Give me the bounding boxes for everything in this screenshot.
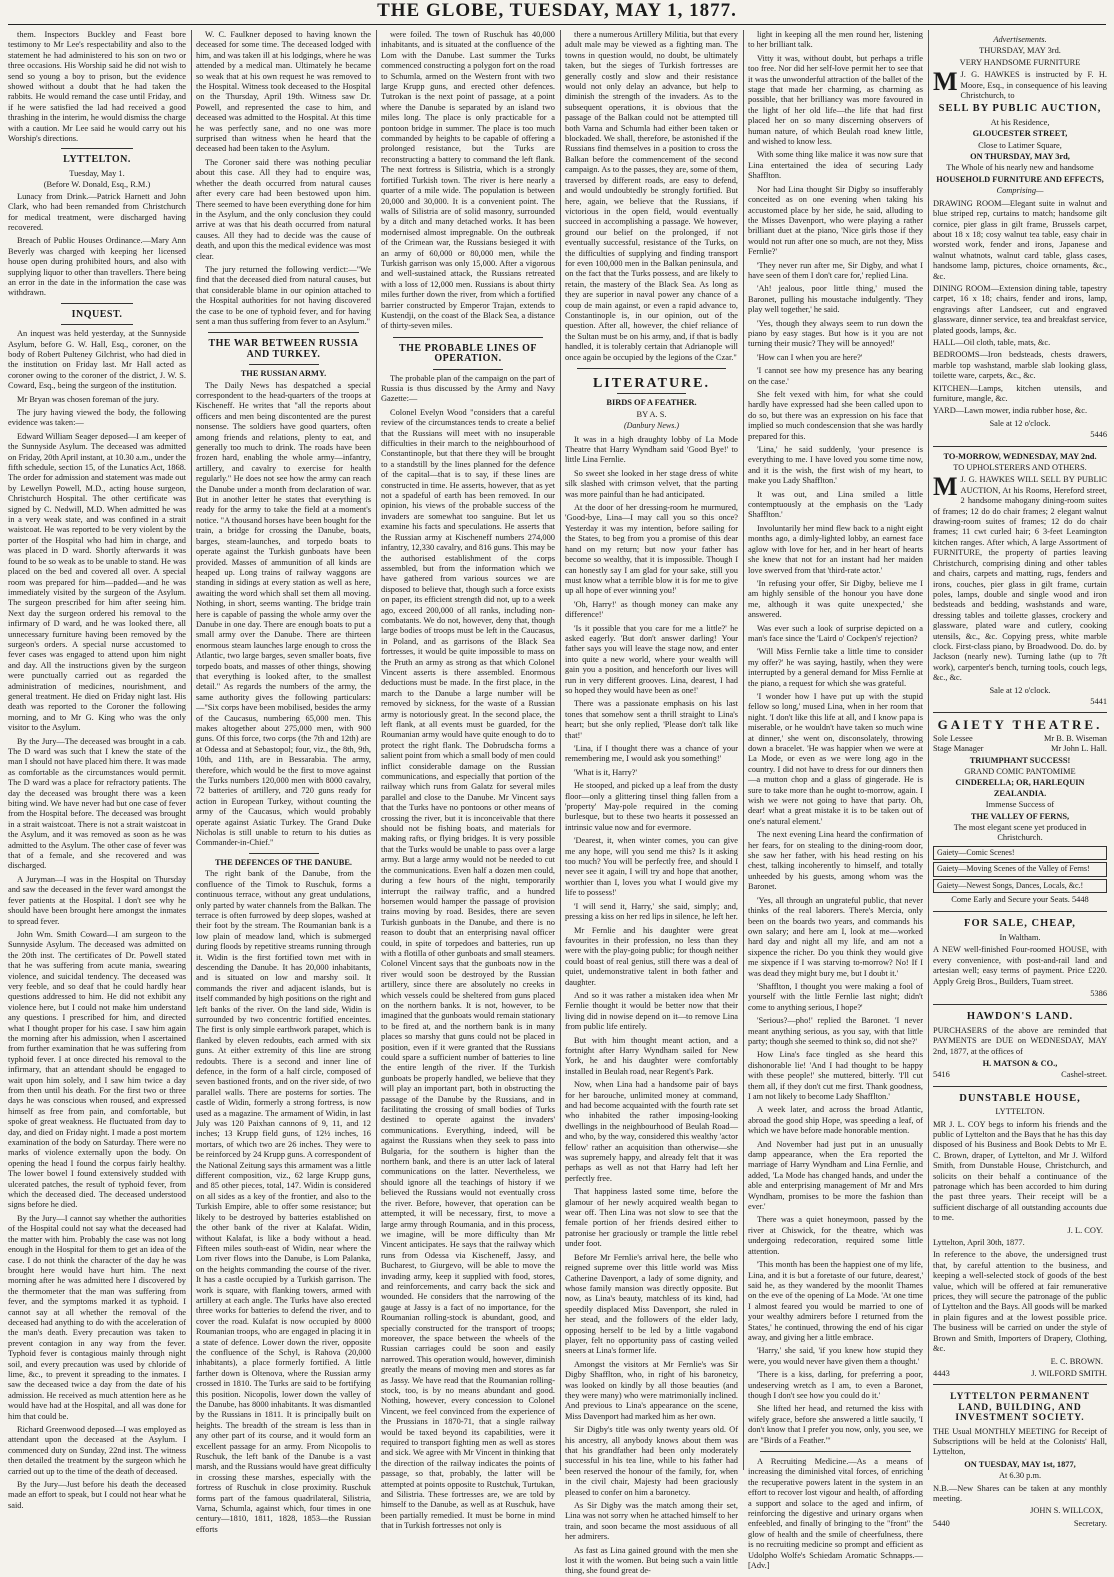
- story-text: 'Yes, though they always seem to run down the piano by easy stages. But how is it you are not turning their music? They will be annoyed!': [748, 318, 923, 349]
- masthead: THE GLOBE, TUESDAY, MAY 1, 1877.: [377, 0, 737, 21]
- ad-text: Lyttelton, April 30th, 1877.: [933, 1238, 1025, 1248]
- story-text: It was out, and Lina smiled a little contemptuously at the emphasis on the 'Lady Shafflton.': [748, 489, 923, 520]
- ad-signature: J. L. COY.: [1067, 1225, 1103, 1235]
- ad-text: DINING ROOM—Extension dining table, tapestry carpet, 16 x 18; chairs, fender and irons, lamp, engravings after Landseer, cut and engraved glassware, dinner service, tea and breakfast service, plated goods, lamps, &c.: [933, 283, 1107, 335]
- divider: [577, 368, 726, 369]
- divider: [617, 393, 686, 394]
- article-text: Richard Greenwood deposed—I was employed as attendant upon the deceased at the Asylum. I commenced duty on Sunday, 22nd inst. The witness then detailed the treatment by the surgeon which he carried out up to the time of the death of deceased.: [8, 1425, 186, 1476]
- ad-footer-row: [933, 1369, 1107, 1379]
- divider: [61, 324, 132, 325]
- article-text: Breach of Public Houses Ordinance.—Mary Ann Beverly was charged with keeping her licensed house open during prohibited hours, and also with supplying liquor to other than travellers. There being an error in the date in the information the case was withdrawn.: [8, 236, 186, 298]
- divider: [249, 853, 319, 854]
- ad-title: FOR SALE, CHEAP,: [964, 918, 1076, 930]
- ad-line: At his Residence,: [990, 117, 1050, 127]
- ad-text: A NEW well-finished Four-roomed HOUSE, with every convenience, with post-and-rail land and artesian well; easy terms of payment. Price £220. Apply Greig Bros., Builders, Tuam street.: [933, 945, 1107, 986]
- story-text: And November had just put in an unusually damp appearance, when the Era reported the marriage of Harry Wyndham and Lina Fernlie, and added, 'La Mode has changed hands, and under the able and enterprising management of Mr and Mrs Wyndham, promises to be more the fashion than ever.': [748, 1139, 923, 1212]
- story-text: So sweet she looked in her stage dress of white silk slashed with crimson velvet, that the parting was more painful than he had anticipated.: [565, 468, 738, 499]
- column-rule: [376, 30, 377, 1470]
- ad-building-society: [933, 1385, 1107, 1534]
- story-text: But with him thought meant action, and a fortnight after Harry Wyndham sailed for New York, he and his daughter were comfortably installed in Beulah road, near Regent's Park.: [565, 1035, 738, 1076]
- ad-text: [933, 472, 1107, 683]
- story-text: Was ever such a look of surprise depicted on a man's face since the 'Laird o' Cockpen's' rejection?: [748, 623, 923, 643]
- divider: [208, 332, 359, 333]
- story-text: 'Lina,' he said suddenly, 'your presence is everything to me. I have loved you some time now, and it is the wish, the first wish of my heart, to make you Lady Shafflton.': [748, 445, 923, 486]
- article-text: Edward William Seager deposed—I am keeper of the Sunnyside Asylum. The deceased was admitted on Friday, 20th April instant, at 10.30 a.m., under the fifth schedule, section 15, of the Lunatics Act, 1868. The order for admission and statement was made out by Lewellyn Powell, M.D., acting house surgeon, Christchurch Hospital. The other certificate was signed by C. Nedwill, M.D. When admitted he was in a very weak state, and was confined in a strait waistcoat. He was reported to be very violent by the porter of the Hospital who had him in charge, and was placed in D ward. Shortly afterwards it was found to be so weak as to be unable to stand. He was placed on the bed and covered all over. A special room was prepared for him—padded—and he was immediately visited by the surgeon of the Asylum. The surgeon prescribed for him after seeing him. Next day the surgeon ordered his removal to the infirmary of D ward, and he was looked there, all unnecessary furniture having been removed by the surgeon's orders. A special nurse accustomed to fever cases was engaged to attend upon him night and day. All the instructions given by the surgeon were punctually carried out as regarded the administration of medicines, nourishment, and general treatment. He died on Friday night last. His death was reported to the Coroner the following morning, and to Mr G. King who was the only visitor to the Asylum.: [8, 431, 186, 733]
- ad-line: ON THURSDAY, MAY 3rd,: [970, 152, 1070, 162]
- article-text: The Coroner said there was nothing peculiar about this case. All they had to enquire was, whether the death occurred from natural causes after every care had been bestowed upon him. There seemed to have been everything done for him in the Asylum, and the only conclusion they could arrive at was that his death occurred from natural causes. All they had to decide was the cause of death, and upon this the medical evidence was most clear.: [196, 157, 371, 261]
- column-3: [381, 30, 555, 1531]
- ad-credit-row: [933, 734, 1107, 744]
- story-text: 'Ah! jealous, poor little thing,' mused the Baronet, pulling his moustache indulgently. 'They play well together,' he said.: [748, 284, 923, 315]
- ad-text: HALL—Oil cloth, table, mats, &c.: [933, 337, 1051, 347]
- dropcap: M: [933, 67, 958, 97]
- story-text: There was a quiet honeymoon, passed by the river at Chiswick, for the theatre, which was undergoing redecoration, required some little attention.: [748, 1215, 923, 1256]
- ad-number: 5386: [1090, 988, 1107, 998]
- story-text: With some thing like malice it was now sure that Lina entertained the idea of securing Lady Shafflton.: [748, 150, 923, 181]
- ad-signature: JOHN S. WILLCOX,: [1030, 1506, 1103, 1516]
- ad-line: Immense Success of: [985, 800, 1055, 810]
- ad-line: THE VALLEY OF FERNS,: [970, 811, 1070, 821]
- story-text: 'Dearest, it, when winter comes, you can give me any hope, will you send me this? Is it asking too much? You will be perfectly free, and should I never see it again, I will try and hope that another, worthier than I, loves you what I would give my life to possess!': [565, 836, 738, 898]
- ad-subtitle: LYTTELTON.: [995, 1107, 1045, 1117]
- ad-text: THE Usual MONTHLY MEETING for Receipt of Subscriptions will be held at the Colonists' Hall, Lyttelton,: [933, 1426, 1107, 1457]
- story-text: 'Shafflton, I thought you were making a fool of yourself with the little Fernlie last night; didn't come to anything serious, I hope?': [748, 981, 923, 1012]
- article-text: them. Inspectors Buckley and Feast bore testimony to Mr Lee's respectability and also to the statement he had administered to his son on two or three occasions. His Worship said he did not wish to send so young a boy to prison, but the evidence showed without a doubt that he had taken the rabbits. He would remand the case until Friday, and if he were satisfied the lad had received a good thrashing in the interim, he would dismiss the charge with a caution. Mr Lee said he would carry out his Worship's directions.: [8, 30, 186, 144]
- story-text: 'What is it, Harry?': [574, 767, 638, 777]
- column-1: [8, 30, 187, 1510]
- story-text: 'They never run after me, Sir Digby, and what I have seen of them I don't care for,' replied Lina.: [748, 260, 923, 280]
- story-text: He stooped, and picked up a leaf from the dusty floor—only a glittering tinsel thing fallen from a 'property' May-pole required in the coming burlesque, but to these two hearts it possessed an intrinsic value now and for evermore.: [565, 781, 738, 832]
- ad-text: N.B.—New Shares can be taken at any monthly meeting.: [933, 1483, 1107, 1503]
- ad-header: Advertisements.: [993, 35, 1047, 44]
- story-byline: BY A. S.: [636, 409, 667, 419]
- story-text: 'Serious?—pho!' replied the Baronet. 'I never meant anything serious, as you say, with that little party; though she seemed to think so, did not she?': [748, 1016, 923, 1046]
- article-text: The Daily News has despatched a special correspondent to the head-quarters of the troops at Kischeneff. He writes that "all the reports about officers and men being discontented are the purest nonsense. The soldiers have good quarters, often among friends and relations, plenty to eat, and generally too much to drink. The roads have been frozen hard, enabling the whole army—infantry, artillery, and cavalry to exercise for health regularly." He does not see how the army can reach the Danube under a month from declaration of war. But in another letter he states that everything is ready for the army to take the field at a moment's notice. "A thousand horses have been bought for the train, a bridge for crossing the Danube, boats, barges, steam-launches, and torpedo boats to operate against the Turkish gunboats have been provided. Masses of ammunition of all kinds are heaped up. Long trains of railway waggons are standing in sidings at every station as well as here, awaiting the word which shall set them all moving. Nothing, in short, seems wanting. The bridge train here is capable of passing the whole army over the Danube in one day. There are enough boats to put a small army over the Danube. There are thirteen enormous steam launches large enough to cross the Atlantic, two large barges, seven smaller boats, five torpedo boats, and masses of other things, showing that everything is looked after, to the smallest detail." As regards the numbers of the army, the same authority gives the following particulars:—"Six corps have been mobilised, besides the army of the Caucasus, numbering 65,000 men. This makes altogether about 275,000 men, with 900 guns. Of this force, two corps (the 7th and 12th) are at Odessa and at Sebastopol; four, viz., the 8th, 9th, 10th, and 11th, are in Bessarabia. The army, therefore, which would be the first to move against the Turks numbers 120,000 men with 8000 cavalry, 72 batteries of artillery, and 720 guns ready for action in European Turkey, without counting the army of the Caucasus, which would probably operate against Asiatic Turkey. The Grand Duke Nicholas is still unable to return to his duties as Commander-in-Chief.": [196, 380, 371, 848]
- article-text: A Juryman—I was in the Hospital on Thursday and saw the deceased in the fever ward amongst the fever patients at the Hospital. I don't see why he should have been brought here amongst the inmates to spread fever.: [8, 874, 186, 926]
- ad-number: 5440: [933, 1518, 950, 1528]
- ad-number: 5446: [1090, 430, 1107, 440]
- ad-signature: J. WILFORD SMITH.: [1031, 1368, 1107, 1378]
- ad-title: GAIETY THEATRE.: [937, 717, 1103, 733]
- court-date: Tuesday, May 1.: [69, 168, 125, 178]
- story-text: It was in a high draughty lobby of La Mode Theatre that Harry Wyndham said 'Good Bye!' to little Lina Fernlie.: [565, 434, 738, 465]
- article-text: John Wm. Smith Coward—I am surgeon to the Sunnyside Asylum. The deceased was admitted on the 20th inst. The certificates of Dr. Powell stated that he was suffering from acute mania, swearing violence, and suicidal tendency. The deceased was very feeble, and so deaf that he could hardly hear questions addressed to him. He did not exhibit any violence here, but I could not make him understand any questions. I prescribed for him, and directed what I thought proper for his case. I saw him again the morning after his admission, when I ascertained from further examination that he was suffering from typhoid fever. I at once directed his removal to the infirmary, that an attendant should be engaged to wait upon him solely, and I saw him twice a day from then until his death. For the first two or three days he was conscious when roused, and expressed himself as free from pain, and comfortable, but spoke of great weakness. He fluctuated from day to day, and died on Friday night. I made a post mortem examination of the body on Saturday. There were no marks of violence externally upon the body. On opening the head I found the corpus fairly healthy. The lower bowel I found extensively studded with ulcerated patches, the result of typhoid fever, from which the deceased died. The deceased understood signs before he died.: [8, 929, 186, 1210]
- story-title: BIRDS OF A FEATHER.: [606, 398, 697, 408]
- heading-russian-army: THE RUSSIAN ARMY.: [240, 369, 327, 379]
- ad-text: KITCHEN—Lamps, kitchen utensils, and furniture, mangle, &c.: [933, 383, 1107, 403]
- ad-text: J. G. HAWKES WILL SELL BY PUBLIC AUCTION, At his Rooms, Hereford street, 2 handsome mahogany dining-room suites of frames; 12 do do chair frames; 2 elegant walnut drawing-room suites of frames; 12 do do chair frames; 11 cwt curled hair; 6 3-feet Leamington kitchen ranges. After which, A large Assortment of FURNITURE, the property of parties leaving Christchurch, comprising dining and other tables and chairs, carpets and matting, rugs, fenders and irons, couches, pier glass in gilt frame, curtain poles, lamps, double and single wood and iron bedsteads and bedding, washstands and ware, dressing tables and toilette glasses, crockery and glassware, plated ware and cutlery, cooking utensils, &c., &c. Copying press, white marble clock. First-class piano, by Broadwood. Do. do. by Jackson (nearly new). Turning lathe (up to 7ft work), carpenter's bench, turning tools, couch legs, &c., &c.: [933, 475, 1107, 683]
- ad-credit-row: [933, 744, 1107, 754]
- story-text: Mr Fernlie and his daughter were great favourites in their profession, no less than they were with the play-going public; for though neither could boast of real genius, still there was a deal of quiet, undemonstrative talent in both father and daughter.: [565, 925, 738, 987]
- ad-subtitle: TO UPHOLSTERERS AND OTHERS.: [953, 463, 1087, 473]
- ad-for-sale: [933, 912, 1107, 1005]
- ad-gaiety-theatre: [933, 713, 1107, 912]
- divider: [393, 337, 543, 338]
- article-text: By the Jury—Just before his death the deceased made an effort to speak, but I could not hear what he said.: [8, 1480, 186, 1510]
- ad-number: 5448: [1071, 895, 1089, 905]
- story-text: 'How can I when you are here?': [757, 352, 863, 362]
- ad-text: MR J. L. COY begs to inform his friends and the public of Lyttelton and the Bays that he has this day disposed of his Business and Book Debts to Mr E. C. Brown, draper, of Lyttelton, and Mr J. Wilford Smith, from Dunstable House, Christchurch, and solicits on their behalf a continuance of the patronage which has been accorded to him during the past three years. Their receipt will be a sufficient discharge of all outstanding accounts due to me.: [933, 1119, 1107, 1223]
- divider: [61, 148, 132, 149]
- ad-credit-value: Mr John L. Hall.: [1050, 744, 1107, 754]
- ad-furniture-sale: [933, 30, 1107, 447]
- ad-sale-time: Sale at 12 o'clock.: [989, 685, 1051, 695]
- story-source: (Danbury News.): [623, 421, 680, 431]
- story-text: 'I wonder how I have put up with the stupid fellow so long,' mused Lina, when in her room that night. 'I don't like this life at all, and I know papa is miserable, or he wouldn't have taken so much wine at dinner,' she went on, disconsolately, throwing down a bracelet. 'He was happier when we were at La Mode, or even as we were long ago in the country. I did not have to dress for our dinners then—a mutton chop and a glass of gingerade. He is sure to take more than he ought to-morrow, again. I wish we were not going to have that party. Oh, dear! what a great mistake it is to be taken out of one's natural element.': [748, 691, 923, 826]
- divider: [249, 364, 319, 365]
- ad-line: H. MATSON & CO.,: [982, 1058, 1058, 1068]
- ad-title: LYTTELTON PERMANENT LAND, BUILDING, AND INVESTMENT SOCIETY.: [950, 1392, 1090, 1424]
- story-text: 'Yes, all through an ungrateful public, that never thinks of the real laborers. There's Mercia, only been on the boards two years, and commands his own salary; and here am I, look at me—worked hard day and night all my life, and am not a sixpence the richer. Do you think they would give me sixpence if I was starving to-morrow? No! If I was dead they might bury me, but I doubt it.': [748, 895, 923, 978]
- ad-line: GRAND COMIC PANTOMIME: [964, 767, 1076, 776]
- story-text: 'Lina, if I thought there was a chance of your remembering me, I would ask you something!': [565, 744, 738, 764]
- ad-box-line: Gaiety—Comic Scenes!: [933, 846, 1107, 860]
- article-text: Lunacy from Drink.—Patrick Harnett and John Clark, who had been remanded from Christchurch for medical treatment, were discharged having recovered.: [8, 191, 186, 232]
- ad-text: BEDROOMS—Iron bedsteads, chests drawers, marble top washstand, marble slab looking glass, toilette ware, carpets, &c., &c.: [933, 350, 1107, 381]
- ad-number: 5416: [933, 1070, 950, 1080]
- ad-title: SELL BY PUBLIC AUCTION,: [938, 103, 1102, 115]
- column-4: [565, 30, 738, 1576]
- story-text: At the door of her dressing-room he murmured, 'Good-bye, Lina—I may call you so this once? Yesterday it was my intention, before sailing for the States, to beg from you a promise of this dear hand on my return; but now your father has become so wealthy, that it is impossible. Though I can honestly say I am glad for your sake, still you must know what a terrible blow it is for me to give up all hope of ever winning you!': [565, 503, 738, 596]
- ad-line: Close to Latimer Square,: [978, 140, 1062, 150]
- article-text: Colonel Evelyn Wood "considers that a careful review of the circumstances tends to create a belief that the Russians will meet with no insuperable difficulties in their march to the neighbourhood of Constantinople, but that there they will be brought to a standstill by the lines planned for the defence of the capital—that is to say, if these lines are constructed in time. He asserts, however, that as yet not a spadeful of earth has been removed. In our opinion, his views of the probable success of the invaders are somewhat too sanguine. But let us examine his facts and speculations. He asserts that the Russian army at Kischeneff numbers 274,000 infantry, 12,330 cavalry, and 816 guns. This may be the authorised establishment of the corps assembled, but from the information which we have gathered from various sources we are disposed to believe that, though such a force exists on paper, its efficient strength did not, up to a week ago, exceed 200,000 of all ranks, including non-combatants. We do not, however, deny that, though large bodies of troops must be left in the Caucasus, in Poland, and as garrisons of the Black Sea fortresses, it would be quite impossible to mass on the Pruth an army as strong as that which Colonel Vincent asserts is there assembled. Enormous deductions must be made. In the first place, in the march to the Danube a large number will be removed by sickness, for the waste of a Russian army is notoriously great. In the second place, the left flank, at all events must be guarded, for the Roumanian army would have quite enough to do to protect the right flank. The Dobrudscha forms a salient point from which a small body of men could inflict considerable damage on the Russian communications, and especially that portion of the railway which runs from Galatz for several miles parallel and close to the Danube. Mr Vincent says that the Turks have no pontoons or other means of crossing the river, but it is inconceivable that there should not be fishing boats, and materials for making rafts, or flying bridges. It is very possible that the Turks would be unable to pass over a large army. But a large army would not be needed to cut the communications. Even half a dozen men could, during a few hours of the night, temporarily interrupt the railway traffic, and a hundred horsemen would hamper the passage of provision trains moving by road. Besides, there are seven Turkish gunboats in the Danube, and there is no reason to doubt that an enterprising naval officer could, in spite of torpedoes and batteries, run up with a flotilla of other gunboats and small steamers. Colonel Vincent says that the gunboats now in the river would soon be destroyed by the Russian artillery, since there are absolutely no creeks in which vessels could be sheltered from guns placed on the northern banks. It is not, however, to be imagined that the gunboats would remain stationary to be fired at, and the northern bank is in many places so marshy that guns could not be placed in position, even if it were granted that the Russians could spare a sufficient number of batteries to line the entire length of the river. If the Turkish gunboats be properly handled, we believe that they will play an important part, both in obstructing the passage of the Danube by the Russians, and in facilitating the crossing of small bodies of Turks destined to operate against the invaders' communications. Everything, indeed, will be against the Russians when they seek to pass into Bulgaria, for the southern is higher than the northern bank, and there is an utter lack of lateral communications on the latter. Nevertheless, we should ignore all the teachings of history if we believed the Russians would not eventually cross the river. Before, however, that operation can be attempted, it will be necessary, first, to move a large army through Roumania, and in this process, we imagine, will be more difficulty than Mr Vincent anticipates. He says that the railway which runs from Odessa via Kischeneff, Jassy, and Bucharest, to Giurgevo, will be able to move the invading army, keep it supplied with food, stores, and reinforcements, and carry back the sick and wounded. He considers that the narrowing of the gauge at Jassy is a fact of no importance, for the Roumanian rolling-stock is abundant, good, and specially constructed for the transport of troops; moreover, the space between the wheels of the Russian carriages could be soon and easily narrowed. This operation would, however, diminish greatly the means of moving men and stores as far as Jassy. We have read that the Roumanian rolling-stock, too, is by no means abundant and good. Nothing, however, every concession to Colonel Vincent, we feel convinced from the experience of the Prussians in 1870-71, that a single railway would be taxed beyond its capabilities, were it required to transport fighting men as well as stores and sick. We agree with Mr Vincent in thinking that the direction of the railway indicates the points of passage, so that, probably, the latter will be attempted at points opposite to Rustchuk, Turtukan, and Silistria. These fortresses are, we are told by himself to the Danube, as well as at Ruschuk, have been partially remedied. It must be borne in mind that in Turkish fortresses not only is: [381, 407, 555, 1531]
- story-text: Involuntarily her mind flew back to a night eight months ago, a dimly-lighted lobby, an earnest face aglow with love for her, and in her heart of hearts she knew that not for an instant had her maiden love swerved from that 'third-rate actor.': [748, 523, 923, 575]
- ad-text: J. G. HAWKES is instructed by F. H. Moore, Esq., in consequence of his leaving Christchurch, to: [960, 70, 1107, 101]
- heading-literature: LITERATURE.: [592, 376, 711, 391]
- story-text: 'This month has been the happiest one of my life, Lina, and it is but a foretaste of our future, dearest,' said he, as they wandered by the moonlit Thames on the eve of the opening of La Mode. 'At one time I almost feared you would be married to one of your wealthy admirers before I returned from the States,' he continued, throwing the end of his cigar away, and giving her a little embrace.: [748, 1260, 923, 1342]
- ad-line: CINDERELLA; OR, HARLEQUIN ZEALANDIA.: [955, 778, 1085, 798]
- heading-war: THE WAR BETWEEN RUSSIA AND TURKEY.: [208, 338, 359, 360]
- column-rule: [743, 30, 744, 1470]
- story-text: 'Oh, Harry!' as though money can make any difference!': [565, 599, 738, 620]
- story-text: How Lina's face tingled as she heard this dishonorable lie! 'And I had thought to be happy with these people!' she muttered, bitterly. 'I'll cut them all, if they don't cut me first. Thank goodness, I am not likely to become Lady Shafflton.': [748, 1050, 923, 1101]
- article-text: W. C. Faulkner deposed to having known the deceased for some time. The deceased lodged with him, and was taken ill at his lodgings, where he was attended by a medical man. Ultimately he became so weak that at his own request he was removed to the Hospital. Witness took deceased to the Hospital on the Thursday, April 19th. Witness saw Dr. Powell, and represented the case to him, and deceased was admitted to the Hospital. At this time he was perfectly sane, and no one was more surprised than witness when he heard that the deceased had been taken to the Asylum.: [196, 30, 371, 154]
- column-6-advertisements: [933, 30, 1107, 1528]
- ad-line: TRIUMPHANT SUCCESS!: [969, 755, 1071, 765]
- story-text: 'I cannot see how my presence has any bearing on the case.': [748, 366, 923, 386]
- story-text: The next evening Lina heard the confirmation of her fears, for on stealing to the dining-room door, she saw her father, with his head resting on his chest, talking incoherently to himself, and totally unheeded by his guests, among whom was the Baronet.: [748, 830, 923, 892]
- heading-lines-of-operation: THE PROBABLE LINES OF OPERATION.: [398, 342, 538, 365]
- story-text: She felt vexed with him, for what she could hardly have expressed had she been called upon to do so, but there was an expression on his face that implied so much condescension that she was hardly prepared for this.: [748, 390, 923, 441]
- story-text: Before Mr Fernlie's arrival here, the belle who reigned supreme over this little world was Miss Catherine Davenport, a lady of some dignity, and whose family mansion was directly opposite. But now, as Lina's beauty, matchless of its kind, had speedily displaced Miss Davenport, she ruled in her stead, and the followers of the elder lady, opposing herself to be led by a little vagabond player, felt no opportunity pass of casting veiled sneers at Lina's former life.: [565, 1252, 738, 1356]
- article-text: there a numerous Artillery Militia, but that every adult male may be viewed as a fighting man. The towns in question would, no doubt, be ultimately taken, but the sieges of Turkish fortresses are generally costly and slow and their resistance would not only delay an advance, but help to diminish the strength of the invaders. As to the subsequent operations, it is obvious that the passage of the Balkan could not be attempted till both Varna and Schumla had either been taken or blockaded. We shall, therefore, be astonished if the Russians find themselves in a position to cross the Balkan before the commencement of the second campaign. As to the passes, they are, some of them, traversed by different roads, are easy to defend, and would undoubtedly be strongly fortified. But here, again, we believe that the Russians, if victorious in the open field, would eventually succeed in accomplishing a passage. We however, ground our belief on the prolonged, if not eventually successful, resistance of the Turks, on the difficulties of supplying and finding transport for even 100,000 men in the Balkan peninsula, and on the fact that the Turks possess, and are likely to retain, the mastery of the Black Sea. As long as they are superior in naval power any chance of a coup de main against, or even a rapid advance to, Constantinople is, in our opinion, out of the question. After all, however, the chief reliance of the Sultan must be on his army, and, if that is badly handled, it is tolerably certain that Adrianople will once again be occupied by the legions of the Czar.": [565, 30, 738, 362]
- story-text: That happiness lasted some time, before the glamour of her newly acquired wealth began to wear off. Then Lina was not slow to see that the female portion of her friends desired either to patronise her graciously or trample the little rebel under foot.: [565, 1187, 738, 1249]
- ad-line: Cashel-street.: [1061, 1070, 1107, 1080]
- story-text: 'Harry,' she said, 'if you knew how stupid they were, you would never have given them a thought.': [748, 1346, 923, 1366]
- story-text: Sir Digby's title was only twenty years old. Of his ancestry, all anybody knows about them was that his grandfather had been only moderately successful in his tea line, while to his father had been reserved the honour of the family, for, when in the civil chair, Majesty had been graciously pleased to confer on him a baronetcy.: [565, 1425, 738, 1497]
- ad-credit-value: Mr B. B. Wiseman: [1043, 733, 1107, 743]
- article-text: By the Jury—The deceased was brought in a cab. The D ward was such that I knew the state of the man I should not have placed him there. It was made as comfortable as the circumstances would permit. The D ward was a place for refractory patients. The day the deceased was brought there was a keen biting wind. We have never had but one case of fever from the Hospital before. The deceased was brought in a strait waistcoat. There is not a strait waistcoat in the Asylum, and it was removed as soon as he was admitted to the Asylum. The other case of fever was that of a female, and she recovered and was discharged.: [8, 736, 187, 871]
- ad-line: GLOUCESTER STREET,: [972, 129, 1068, 139]
- ad-line: Comprising—: [996, 186, 1044, 196]
- ad-title: HAWDON'S LAND.: [966, 1011, 1074, 1023]
- ad-text: [933, 67, 1107, 101]
- ad-credit-label: Sole Lessee: [933, 733, 973, 743]
- ad-number: 5441: [1090, 696, 1107, 706]
- story-text: A week later, and across the broad Atlantic, abroad the good ship Hope, was speeding a leaf, of which we have before made honorable mention.: [748, 1105, 923, 1136]
- story-text: And so it was rather a mistaken idea when Mr Fernlie thought it would be better now that their living did in nowise depend on it—to remove Lina from public life entirely.: [565, 990, 738, 1032]
- ad-credit-label: Stage Manager: [933, 744, 984, 754]
- ad-line: ON TUESDAY, MAY 1st, 1877,: [964, 1459, 1076, 1469]
- ad-text: PURCHASERS of the above are reminded that PAYMENTS are DUE on WEDNESDAY, MAY 2nd, 1877, at the offices of: [933, 1025, 1107, 1056]
- dropcap: M: [933, 472, 958, 502]
- article-text: The probable plan of the campaign on the part of Russia is thus discussed by the Army and Navy Gazette:—: [381, 373, 555, 404]
- ad-line: [933, 895, 1107, 905]
- story-text: As fast as Lina gained ground with the men she lost it with the women. But being such a vain little thing, she found great de-: [565, 1545, 738, 1576]
- story-text: 'There is a kiss, darling, for preferring a poor, undeserving wretch as I am, to even a Baronet, though I don't see how you could do it.': [748, 1370, 923, 1400]
- heading-defences: THE DEFENCES OF THE DANUBE.: [214, 857, 353, 867]
- ad-box-line: Gaiety—Moving Scenes of the Valley of Ferns!: [933, 862, 1107, 876]
- heading-lyttelton: LYTTELTON.: [63, 154, 131, 166]
- divider: [61, 303, 132, 304]
- article-text: The jury returned the following verdict:—"We find that the deceased died from natural causes, but that considerable blame in our opinion attached to the Hospital authorities for not having discovered the case to be one of typhoid fever, and for having sent a man thus suffering from fever to an Asylum.": [196, 264, 371, 326]
- ad-line: Come Early and Secure your Seats.: [951, 895, 1070, 905]
- ad-line: The Whole of his nearly new and handsome: [946, 163, 1094, 173]
- ad-subtitle: VERY HANDSOME FURNITURE: [959, 57, 1081, 67]
- story-text: 'I will send it, Harry,' she said, simply; and, pressing a kiss on her red lips in silence, he left her.: [565, 901, 738, 922]
- article-text: By the Jury—I cannot say whether the authorities of the Hospital could not say what the deceased had the matter with him. Probably the case was not long enough in the Hospital for them to get an idea of the case. I do not think the character of the day he was brought here would have hurt him. The next morning after he was admitted here I discovered by the thermometer that the man was suffering from fever, and the symptoms marked it as typhoid. I cannot say at all whether the removal of the deceased had anything to do with the acceleration of the man's death. Every precaution was taken to prevent contagion in any way from the fever. Typhoid fever is contagious mainly through night soil, and every precaution was used by chloride of lime, &c., to prevent it spreading to the inmates. I saw the deceased twice a day from the date of his admission. He received as much attention here as he would have had at the Hospital, and all was done for him that could be.: [8, 1213, 186, 1421]
- court-before: (Before W. Donald, Esq., R.M.): [43, 180, 151, 190]
- story-text: There was a passionate emphasis on his last tones that somehow sent a thrill straight to Lina's heart; but she only replied, 'Please don't talk like that!': [565, 699, 738, 740]
- article-text: were foiled. The town of Ruschuk has 40,000 inhabitants, and is situated at the confluence of the Lom with the Danube. Last summer the Turks commenced constructing a polygon fort on the road to Schumla, armed on the Western front with two large Krupp guns, and erected other defences. Tutrokan is the next point of passage, at a point where the Danube is separated by an island two miles long. The place is only practicable for a pontoon bridge in summer. The place is too much commanded by heights to be capable of offering a prolonged resistance, but the Turks are reconstructing a battery to command the left flank. The next fortress is Silistria, which is a strongly fortified Turkish town. The river is here nearly a quarter of a mile wide. The population is between 20,000 and 30,000. It is a convenient point. The walls of Silistria are of solid masonry, surrounded by a ditch and many detached works. It has been modernised almost impregnable. On the outbreak of the Crimean war, the Russians besieged it with an army of 60,000 or 80,000 men, while the Turkish garrison was only 15,000. After a vigorous and well-sustained attack, the Russians retreated with a loss of 12,000 men. Russians is about thirty miles further down the river, from which a fortified barrier constructed by Emperor Trajan, extends to Kustendji, on the coast of the Black Sea, a distance of thirty-seven miles.: [381, 30, 555, 331]
- story-text: Vitty it was, without doubt, but perhaps a trifle too free. Nor did her self-love permit her to see that it was the unwonderful attraction of the ballet of the stage that made her charming, as charming as possible, that her brilliancy was more favoured in the light of her old life—the life that had first placed her on so many discerning observers of human nature, of which Beulah road knew little, and wished to know less.: [748, 53, 923, 147]
- ad-date: THURSDAY, MAY 3rd.: [979, 46, 1061, 56]
- ad-box-line: Gaiety—Newest Songs, Dances, Locals, &c.!: [933, 879, 1107, 893]
- column-2: [196, 30, 371, 1534]
- ad-hawdons-land: [933, 1005, 1107, 1086]
- ad-text: In reference to the above, the undersigned trust that, by careful attention to the business, and keeping a well-selected stock of goods of the best value, which will be offered at fair remunerative prices, they will secure the patronage of the public of Lyttelton and the Bays. All goods will be marked in plain figures and at the lowest possible price. The business will be carried on under the style of Brown and Smith, Importers of Drapery, Clothing, &c.: [933, 1250, 1107, 1354]
- story-text: She lifted her head, and returned the kiss with wifely grace, before she answered a little saucily, 'I don't know that I prefer you now, only, you see, we are "Birds of a Feather."': [748, 1404, 923, 1445]
- ad-signature: E. C. BROWN.: [1050, 1356, 1103, 1366]
- ad-sale-time: Sale at 12 o'clock.: [989, 418, 1051, 428]
- story-text: 'Will Miss Fernlie take a little time to consider my offer?' he was saying, hastily, when they were interrupted by a general demand for Miss Fernlie at the piano, a request for which she was grateful.: [748, 647, 923, 688]
- ad-number: 4443: [933, 1368, 950, 1378]
- column-rule: [191, 30, 192, 1470]
- story-text: Now, when Lina had a handsome pair of bays for her barouche, unlimited money at command, and had become acquainted with the fourth rate set who inhabited the rather imposing-looking dwellings in the neighbourhood of Beulah Road—and who, by the way, considered this wealthy 'actor fellow' rather an acquisition than otherwise—she was supremely happy, and already felt that it was perhaps as well as not that Harry had left her perfectly free.: [565, 1080, 738, 1183]
- story-text: light in keeping all the men round her, listening to her brilliant talk.: [748, 30, 923, 50]
- ad-subtitle: In Waltham.: [999, 932, 1041, 942]
- story-text: Nor had Lina thought Sir Digby so insufferably conceited as on one evening when taking his accustomed place by her side, he said, alluding to the Misses Davenport, who were playing a rather brilliant duet at the piano, 'Nice girls those if they would not run after one so much, are not they, Miss Fernlie?': [748, 184, 923, 257]
- story-text: As Sir Digby was the match among their set, Lina was not sorry when he attached himself to her train, and soon became the most assiduous of all her admirers.: [565, 1501, 738, 1542]
- article-text: An inquest was held yesterday, at the Sunnyside Asylum, before G. W. Hall, Esq., coroner, on the body of Robert Pulteney Gilchrist, who had died in the institution on Friday last. Mr Hall acted as coroner owing to the coroner of the district, J. W. S. Coward, Esq., being the surgeon of the institution.: [8, 329, 186, 391]
- ad-line: At 6.30 p.m.: [998, 1471, 1042, 1481]
- divider: [433, 369, 503, 370]
- story-text: 'In refusing your offer, Sir Digby, believe me I am highly sensible of the honour you have done me, although it was quite unexpected,' she answered.: [748, 578, 923, 620]
- article-text: Mr Bryan was chosen foreman of the jury.: [17, 394, 159, 404]
- heading-inquest: INQUEST.: [71, 308, 123, 320]
- ad-text: YARD—Lawn mower, india rubber hose, &c.: [933, 406, 1088, 416]
- article-text: The jury having viewed the body, the following evidence was taken:—: [8, 408, 186, 428]
- ad-title: DUNSTABLE HOUSE,: [959, 1092, 1081, 1104]
- story-text: Amongst the visitors at Mr Fernlie's was Sir Digby Shafflton, who, in right of his baronetcy, was looked on kindly by all those beauties (and they were many) who were matrimonially inclined. And previous to Lina's appearance on the scene, Miss Davenport had marked him as her own.: [565, 1359, 738, 1421]
- column-rule: [560, 30, 561, 1470]
- ad-upholsterers: [933, 447, 1107, 714]
- ad-title: TO-MORROW, WEDNESDAY, MAY 2nd.: [943, 451, 1097, 461]
- ad-footer-row: [933, 1519, 1107, 1529]
- ad-footer-row: [933, 1070, 1107, 1080]
- column-rule: [928, 30, 929, 1470]
- ad-line: The most elegant scene yet produced in Christchurch.: [953, 823, 1087, 843]
- ad-line: HOUSEHOLD FURNITURE AND EFFECTS,: [936, 174, 1104, 184]
- advertorial-text: A Recruiting Medicine.—As a means of increasing the diminished vital forces, of enriching the recuperative powers latent in the system in an effort to recover lost vigour and health, of affording a support and solace to the aged and infirm, of reinforcing the digestive and urinary organs when enfeebled, and finally of bringing to the "front" the glow of health and the smile of cheerfulness, there is no recruiting medicine so prompt and efficient as Udolpho Wolfe's Schiedam Aromatic Schnapps.—[Adv.]: [748, 1457, 923, 1571]
- article-text: The right bank of the Danube, from the confluence of the Timok to Ruschuk, forms a continuous terrace, without any great undulations, only parted by water channels from the Balkan. The terrace is often furrowed by deep slopes, washed at their foot by the stream. The Roumanian bank is a low plain of meadow land, which is submerged during floods by repetitive streams running through it. Widin is the first fortified town met with in descending the Danube. It has 20,000 inhabitants, and is situated on low and marshy soil. It commands the river and adjacent islands, but is itself commanded by high positions on the right and left banks of the river. On the land side, Widin is surrounded by two concentric fortified enceintes. The first is only simple earthwork parapet, which is flanked by eleven redoubts, each armed with six guns. At either extremity of this line are strong redoubts. There is a second and inner line of defence, in the form of a half circle, composed of seven bastioned fronts, and on the river side, of two parallel walls. There are posterns for sorties. The castle of Widin, formerly a strong fortress, is now used as a magazine. The armament of Widin, in last July was 120 Paixhan cannons of 9, 11, and 12 inches; 13 Krupp field guns, of 12½ inches, 16 mortars, of which two are 26 inches. They were to be reinforced by 24 Krupp guns. A correspondent of the National Zeitung says this armament was a little different composition, viz., 62 large Krupp guns, and 85 other pieces, total, 147. Widin is considered on all sides as a key of the frontier, and also to the Turkish Empire, able to offer some resistance; but likely to be destroyed by batteries established on the other bank of the river at Kalafat. Widin, without Kalafat, is like a body without a head. Fifteen miles south-east of Widin, near where the Lom river flows into the Danube, is Lom Palanka, on the heights commanding the course of the river. It has a castle occupied by a Turkish garrison. The work is square, with flanking towers, armed with artillery at each angle. The Turks have also erected three works for batteries to defend the river, and to cover the road. Kulafat is now occupied by 8000 Roumanian troops, who are engaged in placing it in a state of defence. Lower down the river, opposite the confluence of the Schyl, is Rahova (20,000 inhabitants), a place formerly fortified. A little farther down is Oltenova, where the Russian army crossed in 1810. The Turks are said to be fortifying this position. Nicopolis, lower down the valley of the Danube, has 8000 inhabitants. It was dismantled by the Russians in 1811. It is principally built on heights. The breadth of the stream is less than in any other part of its course, and it would form an excellent passage for an army. From Nicopolis to Ruschuk, the left bank of the Danube is a vast marsh, and the Russians would have great difficulty in crossing these marshes, especially with the fortress of Ruschuk in close proximity. Ruschuk forms part of the famous quadrilateral, Silistria, Varna, Schumla, against which, four times in one century—1810, 1811, 1828, 1853—the Russian efforts: [196, 869, 371, 1534]
- masthead-rule: [8, 24, 1106, 25]
- story-text: 'Is it possible that you care for me a little?' he asked eagerly. 'But don't answer darling! Your father says you will leave the stage now, and enter into quite a new world, where your wealth will gain you a position, and henceforth our lives will run in very different grooves. Lina, dearest, I had so hoped they would have been as one!': [565, 623, 738, 695]
- ad-text: DRAWING ROOM—Elegant suite in walnut and blue striped rep, curtains to match; handsome gilt cornice, pier glass in gilt frame, Brussels carpet, about 18 x 18; cosy walnut tea table, easy chair in worsted work, fender and irons, Japanese and walnut whatnots, walnut card table, glass cases, handsome lamp, pictures, choice ornaments, &c., &c.: [933, 198, 1107, 281]
- ad-dunstable-house: [933, 1087, 1107, 1386]
- column-5: [748, 30, 923, 1571]
- ad-line: Secretary.: [1073, 1518, 1107, 1528]
- divider: [760, 1451, 911, 1452]
